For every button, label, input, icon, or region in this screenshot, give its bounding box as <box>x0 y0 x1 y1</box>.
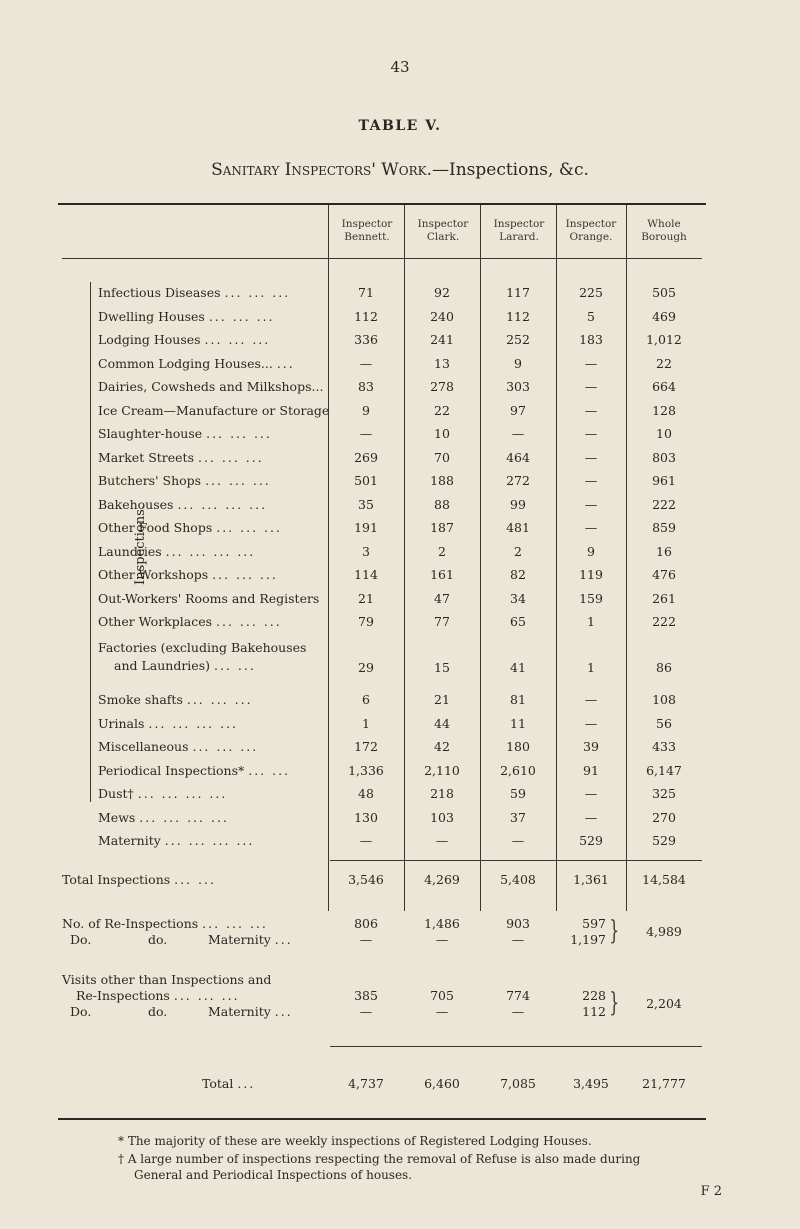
row-label-text: Dust† <box>98 786 134 801</box>
section-rule <box>330 860 702 861</box>
row-label <box>98 285 290 300</box>
cell-whole: 529 <box>652 833 676 848</box>
header-larard: Inspector Larard. <box>493 218 545 243</box>
table-row <box>0 379 800 401</box>
header-clark: Inspector Clark. <box>417 218 469 243</box>
cell-whole: 469 <box>652 308 676 324</box>
page-signature: F 2 <box>700 1184 722 1199</box>
footnote-dagger-2: General and Periodical Inspections of houses. <box>134 1168 413 1182</box>
table-row <box>0 403 800 425</box>
cell-larard: — <box>511 426 525 441</box>
cell-bennett: 79 <box>358 614 374 629</box>
cell-larard: 59 <box>510 786 526 801</box>
header-bennett: Inspector Bennett. <box>341 218 393 243</box>
table-row <box>0 450 800 472</box>
cell-clark: 188 <box>430 473 454 488</box>
cell-bennett: — <box>359 426 373 441</box>
cell-orange: 39 <box>583 739 599 754</box>
cell-whole: 270 <box>652 809 676 825</box>
cell-clark: 240 <box>430 308 454 324</box>
visits-line2-text: Re-Inspections <box>76 988 170 1003</box>
cell-larard: 252 <box>506 332 530 347</box>
cell-orange: 91 <box>583 762 599 778</box>
table-row-total-inspections <box>0 872 800 894</box>
reinspections-line2-dots: ... <box>274 932 293 947</box>
row-label-text: Other Workplaces <box>98 614 213 629</box>
cell-orange: 183 <box>579 332 603 347</box>
cell-larard: 303 <box>506 379 530 394</box>
cell-orange: 5 <box>587 308 595 324</box>
cell-whole: 1,012 <box>646 332 682 347</box>
row-label <box>98 591 319 606</box>
table-row <box>0 332 800 354</box>
visits-label-line2 <box>76 988 240 1003</box>
cell-clark: 6,460 <box>424 1076 460 1091</box>
header-underline <box>62 258 702 259</box>
cell-orange: 228 <box>582 988 606 1003</box>
table-row <box>0 833 800 855</box>
cell-bennett: 385 <box>354 988 378 1003</box>
table-row <box>0 692 800 714</box>
row-label-text: Mews <box>98 809 136 825</box>
row-label-text: Other Food Shops <box>98 520 213 535</box>
row-label-text: Dwelling Houses <box>98 308 205 324</box>
leader-dots: ... ... ... <box>212 567 278 582</box>
cell-orange: — <box>584 402 598 418</box>
leader-dots: ... ... ... <box>206 426 272 441</box>
cell-orange: — <box>584 355 598 371</box>
row-label <box>98 497 267 512</box>
cell-clark-maternity: — <box>435 932 449 947</box>
cell-clark: 218 <box>430 786 454 801</box>
footnote-dagger-1: † A large number of inspections respecting the removal of Refuse is also made during <box>118 1152 641 1166</box>
visits-line3-dots: ... <box>274 1004 293 1019</box>
cell-bennett: 83 <box>358 379 374 394</box>
cell-bennett: 6 <box>362 692 370 707</box>
top-rule <box>58 203 706 205</box>
factories-label-line2 <box>114 658 256 673</box>
cell-larard: 180 <box>506 739 530 754</box>
row-label-text: Lodging Houses <box>98 332 201 347</box>
inspections-side-label: Inspections. <box>133 505 148 585</box>
factories-dots: ... ... <box>213 658 256 673</box>
cell-whole: 16 <box>656 543 672 559</box>
visits-label-line3b: do. <box>148 1004 168 1019</box>
table-row <box>0 520 800 542</box>
row-label <box>98 833 254 848</box>
cell-whole: 261 <box>652 590 676 606</box>
cell-larard: 117 <box>506 285 530 300</box>
row-label-text: Butchers' Shops <box>98 473 202 488</box>
cell-clark: 77 <box>434 614 450 629</box>
row-label <box>98 309 275 324</box>
row-label <box>98 544 255 559</box>
table-row <box>0 567 800 589</box>
cell-clark-maternity: — <box>435 1004 449 1019</box>
cell-larard: 5,408 <box>500 872 536 887</box>
row-label <box>98 739 258 754</box>
cell-whole: 128 <box>652 402 676 418</box>
row-label <box>98 403 329 418</box>
cell-larard: 37 <box>510 809 526 825</box>
cell-bennett: 4,737 <box>348 1076 384 1091</box>
row-label <box>98 426 272 441</box>
leader-dots: ... <box>276 355 295 371</box>
cell-bennett: 269 <box>354 449 378 465</box>
cell-clark: — <box>435 833 449 848</box>
cell-larard: 2 <box>514 543 522 559</box>
grand-total-dots: ... <box>237 1076 256 1091</box>
cell-whole: 222 <box>652 496 676 512</box>
cell-whole: 664 <box>652 379 676 394</box>
cell-bennett: — <box>359 355 373 371</box>
visits-label-line3c <box>208 1004 293 1019</box>
row-label-text: Slaughter-house <box>98 426 203 441</box>
cell-larard: 99 <box>510 496 526 512</box>
cell-whole: 476 <box>652 567 676 582</box>
table-row <box>0 763 800 785</box>
cell-bennett: 3,546 <box>348 872 384 887</box>
row-label <box>98 356 295 371</box>
cell-larard: 112 <box>506 308 530 324</box>
cell-clark: 10 <box>434 426 450 441</box>
leader-dots: ... ... ... <box>204 332 271 347</box>
cell-larard: 65 <box>510 614 526 629</box>
right-brace-icon: } <box>609 988 620 1018</box>
table-row <box>0 473 800 495</box>
cell-orange: — <box>584 715 598 731</box>
reinspections-label-line2c <box>208 932 293 947</box>
cell-orange: 119 <box>579 567 603 582</box>
row-label-text: Miscellaneous <box>98 739 189 754</box>
row-label-text: Ice Cream—Manufacture or Storage <box>98 402 330 418</box>
table-row <box>0 285 800 307</box>
cell-larard: 41 <box>510 660 526 675</box>
cell-orange: 1 <box>587 614 595 629</box>
row-label <box>98 520 282 535</box>
cell-orange: — <box>584 379 598 394</box>
cell-clark: 47 <box>434 590 450 606</box>
header-whole-borough: Whole Borough <box>641 218 687 243</box>
cell-larard: 81 <box>510 692 526 707</box>
factories-label-line2-text: and Laundries) <box>114 658 210 673</box>
cell-bennett: 130 <box>354 809 378 825</box>
row-label-text: Maternity <box>98 833 161 848</box>
row-label-text: Urinals <box>98 715 145 731</box>
cell-orange: 597 <box>582 916 606 931</box>
cell-orange-maternity: 112 <box>582 1004 606 1019</box>
row-label <box>98 379 323 394</box>
table-title: TABLE V. <box>358 118 442 134</box>
cell-clark: 103 <box>430 809 454 825</box>
bottom-rule <box>58 1118 706 1120</box>
cell-larard-maternity: — <box>511 932 525 947</box>
cell-clark: 13 <box>434 355 450 371</box>
visits-label-line3a: Do. <box>70 1004 92 1019</box>
table-subtitle <box>0 160 800 180</box>
cell-larard: 97 <box>510 402 526 418</box>
cell-larard: 34 <box>510 590 526 606</box>
row-label-text: Infectious Diseases <box>98 285 221 300</box>
cell-whole: 505 <box>652 285 676 300</box>
cell-larard: 9 <box>514 355 522 371</box>
table-row <box>0 309 800 331</box>
row-label-text: Out-Workers' Rooms and Registers <box>98 590 320 606</box>
grand-total-rule <box>330 1046 702 1047</box>
cell-orange: 3,495 <box>573 1076 609 1091</box>
reinspections-label-line2 <box>70 932 91 947</box>
cell-orange-maternity: 1,197 <box>570 932 606 947</box>
leader-dots: ... ... ... ... <box>139 809 229 825</box>
row-label-text: Dairies, Cowsheds and Milkshops... <box>98 379 324 394</box>
cell-whole: 10 <box>656 426 672 441</box>
leader-dots: ... ... ... <box>192 739 259 754</box>
cell-larard: 11 <box>510 715 526 731</box>
cell-orange: 225 <box>579 285 603 300</box>
reinspections-line2-c: Maternity <box>208 932 271 947</box>
cell-larard: 82 <box>510 567 526 582</box>
cell-clark: 1,486 <box>424 916 460 931</box>
row-label <box>98 716 238 731</box>
row-label-text: Laundries <box>98 543 162 559</box>
cell-bennett: 1 <box>362 715 370 731</box>
header-orange: Inspector Orange. <box>565 218 617 243</box>
cell-whole: 21,777 <box>642 1076 686 1091</box>
table-row <box>0 810 800 832</box>
visits-line3-c: Maternity <box>208 1004 271 1019</box>
cell-orange: — <box>584 692 598 707</box>
cell-orange: 9 <box>587 543 595 559</box>
cell-bennett: — <box>359 833 373 848</box>
page-number: 43 <box>390 58 410 76</box>
total-inspections-dots: ... ... <box>174 872 216 887</box>
table-row <box>0 739 800 761</box>
leader-dots: ... ... ... <box>197 449 264 465</box>
cell-clark: 42 <box>434 739 450 754</box>
cell-bennett: 71 <box>358 285 374 300</box>
cell-clark: 278 <box>430 379 454 394</box>
cell-whole: 86 <box>656 660 672 675</box>
cell-clark: 15 <box>434 660 450 675</box>
cell-clark: 187 <box>430 520 454 535</box>
cell-bennett: 35 <box>358 496 374 512</box>
row-label <box>98 763 290 778</box>
table-row <box>0 638 800 682</box>
cell-clark: 2,110 <box>424 762 460 778</box>
row-label <box>98 810 229 825</box>
cell-bennett: 501 <box>354 473 378 488</box>
cell-larard: 2,610 <box>500 762 536 778</box>
visits-line2-dots: ... ... ... <box>173 988 240 1003</box>
cell-larard: 774 <box>506 988 530 1003</box>
cell-whole: 2,204 <box>646 996 682 1011</box>
cell-orange: 1,361 <box>573 872 609 887</box>
cell-clark: 161 <box>430 567 454 582</box>
leader-dots: ... ... ... ... <box>148 715 239 731</box>
reinspections-label-line1 <box>62 916 268 931</box>
cell-whole: 108 <box>652 692 676 707</box>
table-row <box>0 356 800 378</box>
cell-whole: 22 <box>656 355 672 371</box>
leader-dots: ... ... <box>248 762 291 778</box>
cell-bennett-maternity: — <box>359 932 373 947</box>
row-label <box>98 473 271 488</box>
cell-whole: 325 <box>652 786 676 801</box>
reinspections-line2-b: do. <box>148 932 168 947</box>
cell-clark: 92 <box>434 285 450 300</box>
cell-clark: 88 <box>434 496 450 512</box>
cell-whole: 6,147 <box>646 762 682 778</box>
cell-clark: 705 <box>430 988 454 1003</box>
cell-larard: 903 <box>506 916 530 931</box>
subtitle-main: Sanitary Inspectors' Work. <box>211 160 432 180</box>
row-label-text: Periodical Inspections* <box>98 762 245 778</box>
grand-total-text: Total <box>202 1076 234 1091</box>
cell-larard: 7,085 <box>500 1076 536 1091</box>
cell-larard-maternity: — <box>511 1004 525 1019</box>
leader-dots: ... ... ... <box>216 614 282 629</box>
row-label <box>98 567 278 582</box>
cell-orange: — <box>584 809 598 825</box>
cell-clark: 44 <box>434 715 450 731</box>
cell-orange: — <box>584 496 598 512</box>
leader-dots: ... ... ... <box>205 473 271 488</box>
cell-orange: — <box>584 520 598 535</box>
cell-bennett: 336 <box>354 332 378 347</box>
row-label <box>98 614 282 629</box>
cell-orange: 529 <box>579 833 603 848</box>
row-label <box>98 450 264 465</box>
cell-bennett-maternity: — <box>359 1004 373 1019</box>
cell-bennett: 29 <box>358 660 374 675</box>
leader-dots: ... ... ... ... <box>164 833 255 848</box>
row-label <box>98 332 270 347</box>
table-row <box>0 591 800 613</box>
leader-dots: ... ... ... ... <box>165 543 256 559</box>
row-label <box>98 692 253 707</box>
table-row <box>0 544 800 566</box>
cell-clark: 22 <box>434 402 450 418</box>
cell-bennett: 172 <box>354 739 378 754</box>
reinspections-line2-a: Do. <box>70 932 92 947</box>
cell-whole: 859 <box>652 520 676 535</box>
subtitle-rest: —Inspections, &c. <box>432 160 589 180</box>
cell-orange: — <box>584 426 598 441</box>
cell-bennett: 112 <box>354 308 378 324</box>
total-inspections-text: Total Inspections <box>62 872 171 887</box>
visits-label-line1: Visits other than Inspections and <box>62 972 272 987</box>
cell-orange: — <box>584 473 598 488</box>
cell-orange: — <box>584 449 598 465</box>
cell-clark: 21 <box>434 692 450 707</box>
total-inspections-label <box>62 872 216 887</box>
table-row <box>0 497 800 519</box>
table-row <box>0 426 800 448</box>
leader-dots: ... ... ... <box>216 520 282 535</box>
row-label <box>98 786 227 801</box>
row-label-text: Other Workshops <box>98 567 209 582</box>
row-label-text: Common Lodging Houses... <box>98 355 273 371</box>
row-label-text: Bakehouses <box>98 496 174 512</box>
cell-whole: 14,584 <box>642 872 686 887</box>
cell-bennett: 21 <box>358 590 374 606</box>
table-row <box>0 716 800 738</box>
cell-bennett: 114 <box>354 567 378 582</box>
row-label-text: Market Streets <box>98 449 194 465</box>
cell-orange: 159 <box>579 590 603 606</box>
table-row-grand-total <box>0 1076 800 1098</box>
cell-whole: 222 <box>652 614 676 629</box>
cell-larard: 272 <box>506 473 530 488</box>
cell-larard: 481 <box>506 520 530 535</box>
cell-bennett: 3 <box>362 543 370 559</box>
cell-bennett: 48 <box>358 786 374 801</box>
cell-clark: 2 <box>438 543 446 559</box>
leader-dots: ... ... ... <box>186 692 253 707</box>
leader-dots: ... ... ... <box>224 285 291 300</box>
row-label-text: Smoke shafts <box>98 692 183 707</box>
cell-larard: 464 <box>506 449 530 465</box>
leader-dots: ... ... ... ... <box>177 496 268 512</box>
reinspections-line1-text: No. of Re-Inspections <box>62 916 199 931</box>
cell-bennett: 191 <box>354 520 378 535</box>
cell-orange: 1 <box>587 660 595 675</box>
cell-larard: — <box>511 833 525 848</box>
cell-whole: 961 <box>652 473 676 488</box>
cell-clark: 70 <box>434 449 450 465</box>
table-row-visits <box>0 972 800 1030</box>
leader-dots: ... ... ... ... <box>137 786 228 801</box>
table-row <box>0 614 800 636</box>
leader-dots: ... ... ... <box>208 308 275 324</box>
cell-bennett: 9 <box>362 402 370 418</box>
right-brace-icon: } <box>609 916 620 946</box>
cell-orange: — <box>584 786 598 801</box>
reinspections-line1-dots: ... ... ... <box>202 916 268 931</box>
table-row <box>0 786 800 808</box>
cell-whole: 4,989 <box>646 924 682 939</box>
cell-whole: 56 <box>656 715 672 731</box>
reinspections-label-line2b <box>148 932 167 947</box>
cell-bennett: 806 <box>354 916 378 931</box>
footnote-star: * The majority of these are weekly inspections of Registered Lodging Houses. <box>118 1134 592 1148</box>
cell-whole: 803 <box>652 449 676 465</box>
grand-total-label <box>202 1076 255 1091</box>
cell-clark: 241 <box>430 332 454 347</box>
table-row-reinspections <box>0 916 800 956</box>
cell-bennett: 1,336 <box>348 762 384 778</box>
cell-whole: 433 <box>652 739 676 754</box>
factories-label-line1: Factories (excluding Bakehouses <box>98 640 307 655</box>
cell-clark: 4,269 <box>424 872 460 887</box>
